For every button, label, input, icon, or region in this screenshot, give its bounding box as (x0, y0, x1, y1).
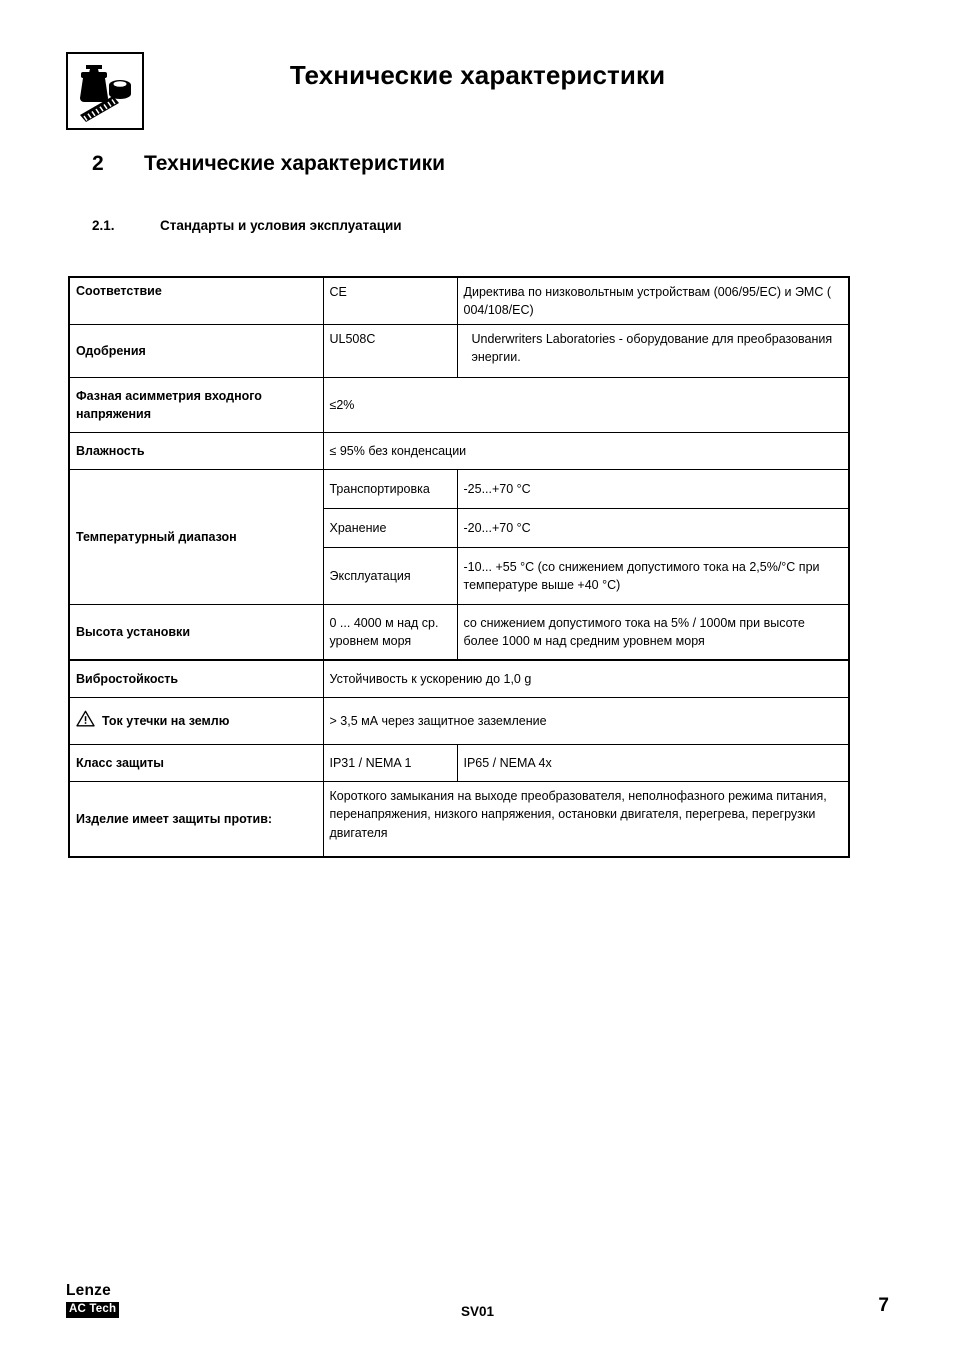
footer-document-code: SV01 (460, 1304, 495, 1319)
row-right-protection-class: IP65 / NEMA 4x (457, 745, 849, 782)
table-row (69, 782, 849, 858)
table-row (69, 277, 849, 325)
row-label-altitude: Высота установки (69, 605, 323, 661)
logo-brand-name: Lenze (66, 1282, 111, 1299)
table-row (69, 325, 849, 378)
row-label-phase-imbalance: Фазная асимметрия входного напряжения (69, 378, 323, 433)
row-value-humidity: ≤ 95% без конденсации (323, 433, 849, 470)
warning-triangle-icon (76, 710, 95, 732)
section-number: 2.1. (92, 218, 115, 233)
chapter-title: Технические характеристики (144, 152, 446, 175)
row-label-protections: Изделие имеет защиты против: (69, 782, 323, 858)
table-row (69, 698, 849, 745)
row-label-leakage-current-text: Ток утечки на землю (102, 714, 230, 729)
table-row (69, 605, 849, 661)
chapter-heading (92, 152, 445, 176)
row-value-protections: Короткого замыкания на выходе преобразователя, неполнофазного режима питания, перенапряжения, низкого напряжения, остановки двигателя, перегрева, перегрузки двигателя (323, 782, 849, 858)
row-right-altitude: со снижением допустимого тока на 5% / 1000м при высоте более 1000 м над средним уровнем моря (457, 605, 849, 661)
page-title: Технические характеристики (289, 60, 666, 90)
row-mid-approvals: UL508C (323, 325, 457, 378)
table-row (69, 745, 849, 782)
table-row (69, 433, 849, 470)
row-label-vibration: Вибростойкость (69, 660, 323, 698)
row-value-transport: -25...+70 °C (457, 470, 849, 509)
table-row (69, 660, 849, 698)
row-sub-operation: Эксплуатация (323, 548, 457, 605)
table-row (69, 470, 849, 509)
row-value-phase-imbalance: ≤2% (323, 378, 849, 433)
section-heading (92, 218, 402, 233)
specifications-table (68, 276, 850, 858)
row-value-vibration: Устойчивость к ускорению до 1,0 g (323, 660, 849, 698)
row-right-compliance: Директива по низковольтным устройствам (006/95/EC) и ЭМС ( 004/108/EC) (457, 277, 849, 325)
row-right-approvals: Underwriters Laboratories - оборудование для преобразования энергии. (457, 325, 849, 378)
chapter-number: 2 (92, 152, 104, 175)
footer-page-number: 7 (878, 1295, 889, 1316)
row-label-protection-class: Класс защиты (69, 745, 323, 782)
row-label-leakage-current (69, 698, 323, 745)
page-footer (0, 1283, 955, 1333)
section-title: Стандарты и условия эксплуатации (160, 218, 402, 233)
row-label-approvals: Одобрения (69, 325, 323, 378)
row-value-operation: -10... +55 °C (со снижением допустимого тока на 2,5%/°C при температуре выше +40 °C) (457, 548, 849, 605)
row-mid-compliance: CE (323, 277, 457, 325)
logo-sub-brand: AC Tech (66, 1302, 119, 1317)
row-sub-storage: Хранение (323, 509, 457, 548)
row-label-temperature-range: Температурный диапазон (69, 470, 323, 605)
page-header (0, 52, 955, 175)
row-mid-protection-class: IP31 / NEMA 1 (323, 745, 457, 782)
row-label-compliance: Соответствие (69, 277, 323, 325)
row-sub-transport: Транспортировка (323, 470, 457, 509)
row-mid-altitude: 0 ... 4000 м над ср. уровнем моря (323, 605, 457, 661)
table-row (69, 378, 849, 433)
row-value-leakage-current: > 3,5 мА через защитное заземление (323, 698, 849, 745)
row-label-humidity: Влажность (69, 433, 323, 470)
row-value-storage: -20...+70 °C (457, 509, 849, 548)
